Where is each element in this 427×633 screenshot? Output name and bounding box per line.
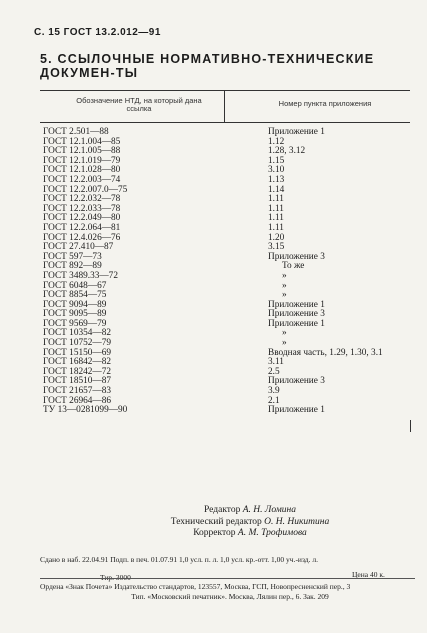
section-cell: 1.11 [268, 222, 284, 233]
designation-cell: ГОСТ 3489.33—72 [43, 270, 118, 281]
publishing-rule [40, 578, 415, 579]
designation-cell: ГОСТ 10354—82 [43, 328, 112, 339]
editor-line [120, 505, 380, 517]
section-cell: 1.12 [268, 136, 285, 147]
section-cell: 1.11 [268, 203, 284, 214]
section-cell: 3.15 [268, 242, 285, 253]
table-header-divider [224, 90, 225, 122]
designation-cell: ГОСТ 8854—75 [43, 290, 107, 301]
section-cell: 2.1 [268, 395, 280, 406]
designation-column [43, 128, 223, 416]
designation-cell: ГОСТ 597—73 [43, 251, 102, 262]
section-cell: Приложение 1 [268, 299, 325, 310]
publisher-line: Ордена «Знак Почета» Издательство стандартов, 123557, Москва, ГСП, Новопресненский пер., 3 [40, 582, 351, 591]
section-cell: То же [282, 261, 305, 272]
printer-info [40, 582, 420, 601]
section-cell: Приложение 1 [268, 318, 325, 329]
section-cell: » [282, 338, 287, 349]
designation-cell: ГОСТ 12.2.033—78 [43, 203, 121, 214]
section-cell: 1.13 [268, 174, 285, 185]
designation-cell: ГОСТ 12.1.004—85 [43, 136, 121, 147]
designation-cell: ГОСТ 12.1.019—79 [43, 155, 121, 166]
credits-block [120, 505, 380, 540]
print-run: Тир. 3000 [100, 573, 131, 582]
section-cell: Приложение 1 [268, 127, 325, 137]
designation-cell: ГОСТ 12.2.007.0—75 [43, 184, 128, 195]
section-cell: » [282, 328, 287, 339]
tech-editor-label: Технический редактор [170, 516, 262, 527]
printer-line: Тип. «Московский печатник». Москва, Лялин пер., 6. Зак. 209 [131, 591, 329, 601]
section-cell: Приложение 3 [268, 251, 325, 262]
tech-editor-name: О. Н. Никитина [264, 516, 330, 527]
section-cell: » [282, 290, 287, 301]
section-cell: Приложение 3 [268, 309, 325, 320]
designation-cell: ГОСТ 9569—79 [43, 318, 107, 329]
section-cell: 3.11 [268, 357, 284, 368]
editor-label: Редактор [204, 505, 241, 515]
table-header-rule [40, 122, 410, 123]
section-cell: 1.14 [268, 184, 285, 195]
section-cell: Приложение 3 [268, 376, 325, 387]
designation-cell: ГОСТ 21657—83 [43, 386, 112, 397]
section-title: 5. ССЫЛОЧНЫЕ НОРМАТИВНО-ТЕХНИЧЕСКИЕ ДОКУМЕН-ТЫ [40, 52, 375, 80]
designation-cell: ГОСТ 16842—82 [43, 357, 112, 368]
section-cell: 3.10 [268, 165, 285, 176]
section-cell: 1.20 [268, 232, 285, 243]
table-header-section: Номер пункта приложения [278, 99, 372, 108]
designation-cell: ГОСТ 18242—72 [43, 366, 112, 377]
designation-cell: ГОСТ 2.501—88 [43, 127, 109, 137]
tech-editor-line [120, 517, 380, 529]
section-cell: 2.5 [268, 366, 280, 377]
designation-cell: ГОСТ 12.2.032—78 [43, 194, 121, 205]
corrector-name: А. М. Трофимова [237, 528, 307, 538]
designation-cell: ГОСТ 26964—86 [43, 395, 112, 406]
designation-cell: ГОСТ 27.410—87 [43, 242, 114, 253]
designation-cell: ГОСТ 15150—69 [43, 347, 112, 358]
section-cell: Приложение 1 [268, 405, 325, 416]
section-cell: 1.11 [268, 213, 284, 224]
designation-cell: ГОСТ 12.1.028—80 [43, 165, 121, 176]
designation-cell: ТУ 13—0281099—90 [43, 405, 128, 416]
designation-cell: ГОСТ 18510—87 [43, 376, 112, 387]
margin-mark [410, 420, 411, 432]
designation-cell: ГОСТ 12.2.064—81 [43, 222, 121, 233]
page-header: С. 15 ГОСТ 13.2.012—91 [34, 27, 161, 38]
designation-cell: ГОСТ 12.2.003—74 [43, 174, 121, 185]
designation-cell: ГОСТ 6048—67 [43, 280, 107, 291]
designation-cell: ГОСТ 10752—79 [43, 338, 112, 349]
table-top-rule [40, 90, 410, 91]
section-cell: 1.11 [268, 194, 284, 205]
section-cell: 1.15 [268, 155, 285, 166]
reference-table [40, 90, 410, 440]
corrector-label: Корректор [193, 528, 236, 538]
designation-cell: ГОСТ 12.2.049—80 [43, 213, 121, 224]
editor-name: А. Н. Ломина [242, 505, 296, 515]
designation-cell: ГОСТ 12.1.005—88 [43, 146, 121, 157]
corrector-line [120, 528, 380, 540]
publishing-line: Сдано в наб. 22.04.91 Подп. в печ. 01.07.91 1,0 усл. п. л. 1,0 усл. кр.-отт. 1,00 уч.-изд. л. [40, 555, 318, 564]
section-column [268, 128, 418, 416]
section-cell: » [282, 280, 287, 291]
price: Цена 40 к. [352, 570, 385, 579]
designation-cell: ГОСТ 9094—89 [43, 299, 107, 310]
designation-cell: ГОСТ 892—89 [43, 261, 102, 272]
section-cell: Вводная часть, 1.29, 1.30, 3.1 [268, 347, 383, 358]
designation-cell: ГОСТ 9095—89 [43, 309, 107, 320]
table-header-designation: Обозначение НТД, на который дана ссылка [76, 96, 202, 113]
section-cell: » [282, 270, 287, 281]
designation-cell: ГОСТ 12.4.026—76 [43, 232, 121, 243]
section-cell: 1.28, 3.12 [268, 146, 306, 157]
section-cell: 3.9 [268, 386, 280, 397]
